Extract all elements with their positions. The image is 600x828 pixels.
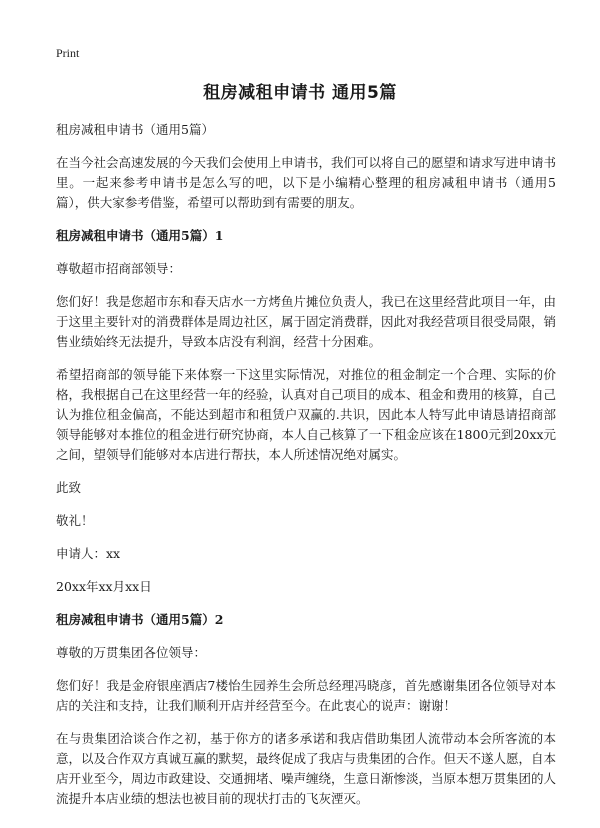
section-heading-2: 租房减租申请书（通用5篇）2 — [56, 612, 224, 627]
letter2-salutation: 尊敬的万贯集团各位领导： — [56, 645, 207, 660]
page-title: 租房减租申请书 通用5篇 — [203, 83, 397, 103]
document-body — [56, 120, 556, 822]
letter1-paragraph-2: 希望招商部的领导能下来体察一下这里实际情况，对推位的租金制定一个合理、实际的价格，我根据自己在这里经营一年的经验，认真对自己项目的成本、租金和费用的核算，自己认为推位租金偏高，不能达到超市和租赁户双赢的.共识，因此本人特写此申请恳请招商部领导能够对本推位的租金进行研究协商，本人自己核算了一下租金应该在1800元到20xx元之间，望领导们能够对本店进行帮扶，本人所述情况绝对属实。 — [56, 367, 557, 462]
letter1-applicant: 申请人：xx — [56, 546, 121, 561]
intro-subtitle: 租房减租申请书（通用5篇） — [56, 122, 214, 137]
letter1-paragraph-1: 您们好！我是您超市东和春天店水一方烤鱼片摊位负责人，我已在这里经营此项目一年，由于这里主要针对的消费群体是周边社区，属于固定消费群，因此对我经营项目很受局限，销售业绩始终无法提升，导致本店没有利润，经营十分困难。 — [56, 294, 557, 349]
letter1-closing-2: 敬礼！ — [56, 513, 94, 528]
letter1-date: 20xx年xx月xx日 — [56, 579, 152, 594]
letter2-paragraph-1: 您们好！我是金府银座酒店7楼怡生园养生会所总经理冯晓彦，首先感谢集团各位领导对本店的关注和支持，让我们顺利开店并经营至今。在此衷心的说声：谢谢！ — [56, 678, 556, 713]
section-heading-1: 租房减租申请书（通用5篇）1 — [56, 228, 224, 243]
intro-paragraph: 在当今社会高速发展的今天我们会使用上申请书，我们可以将自己的愿望和请求写进申请书里。一起来参考申请书是怎么写的吧，以下是小编精心整理的租房减租申请书（通用5篇），供大家参考借鉴，希望可以帮助到有需要的朋友。 — [56, 155, 557, 210]
print-link[interactable]: Print — [56, 46, 80, 60]
letter1-closing-1: 此致 — [56, 480, 82, 495]
letter2-paragraph-2: 在与贵集团洽谈合作之初，基于你方的诸多承诺和我店借助集团人流带动本会所客流的本意，以及合作双方真诚互赢的默契，最终促成了我店与贵集团的合作。但天不遂人愿，自本店开业至今，周边市政建设、交通拥堵、噪声缠绕，生意日渐惨淡，当原本想万贯集团的人流提升本店业绩的想法也被目前的现状打击的飞灰湮灭。 — [56, 731, 557, 806]
letter1-salutation: 尊敬超市招商部领导： — [56, 261, 182, 276]
